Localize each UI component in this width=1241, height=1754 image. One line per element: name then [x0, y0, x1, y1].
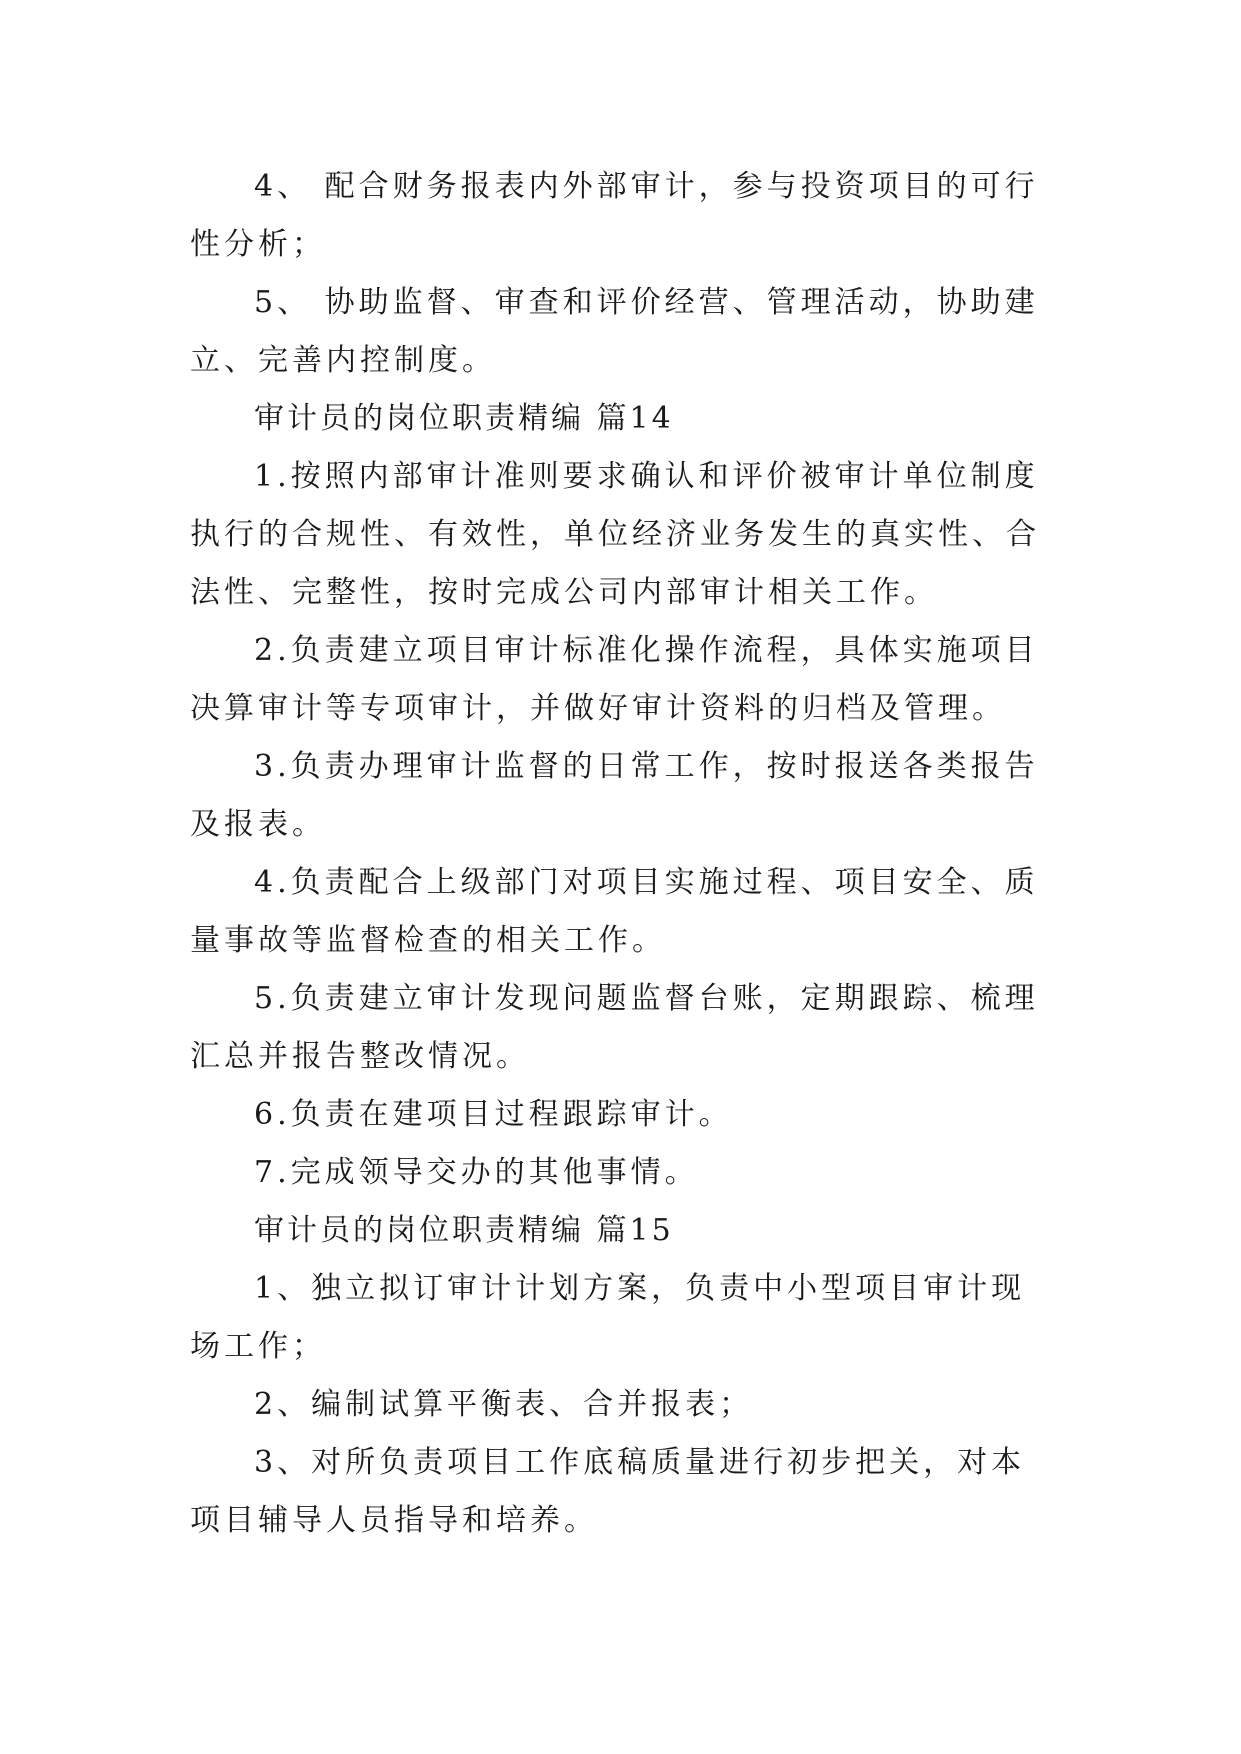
paragraph-15-item-2: 2、编制试算平衡表、合并报表；: [254, 1387, 754, 1422]
paragraph-14-item-2: 2.负责建立项目审计标准化操作流程，具体实施项目决算审计等专项审计，并做好审计资料的归档及管理。: [190, 633, 1039, 726]
document-body: [190, 158, 1052, 1550]
paragraph-14-item-4: 4.负责配合上级部门对项目实施过程、项目安全、质量事故等监督检查的相关工作。: [190, 865, 1039, 958]
paragraph-item-4-finance-audit: 4、 配合财务报表内外部审计，参与投资项目的可行性分析；: [190, 169, 1039, 262]
paragraph-14-item-6: 6.负责在建项目过程跟踪审计。: [254, 1097, 733, 1132]
paragraph-14-item-7: 7.完成领导交办的其他事情。: [254, 1155, 699, 1190]
paragraph-item-5-internal-control: 5、 协助监督、审查和评价经营、管理活动，协助建立、完善内控制度。: [190, 285, 1039, 378]
paragraph-14-item-3: 3.负责办理审计监督的日常工作，按时报送各类报告及报表。: [190, 749, 1039, 842]
section-heading-15: 审计员的岗位职责精编 篇15: [254, 1213, 674, 1248]
paragraph-15-item-1: 1、独立拟订审计计划方案，负责中小型项目审计现场工作；: [190, 1271, 1026, 1364]
paragraph-14-item-1: 1.按照内部审计准则要求确认和评价被审计单位制度执行的合规性、有效性，单位经济业务发生的真实性、合法性、完整性，按时完成公司内部审计相关工作。: [190, 459, 1040, 610]
paragraph-15-item-3: 3、对所负责项目工作底稿质量进行初步把关，对本项目辅导人员指导和培养。: [190, 1445, 1026, 1538]
section-heading-14: 审计员的岗位职责精编 篇14: [254, 401, 674, 436]
paragraph-14-item-5: 5.负责建立审计发现问题监督台账，定期跟踪、梳理汇总并报告整改情况。: [190, 981, 1039, 1074]
